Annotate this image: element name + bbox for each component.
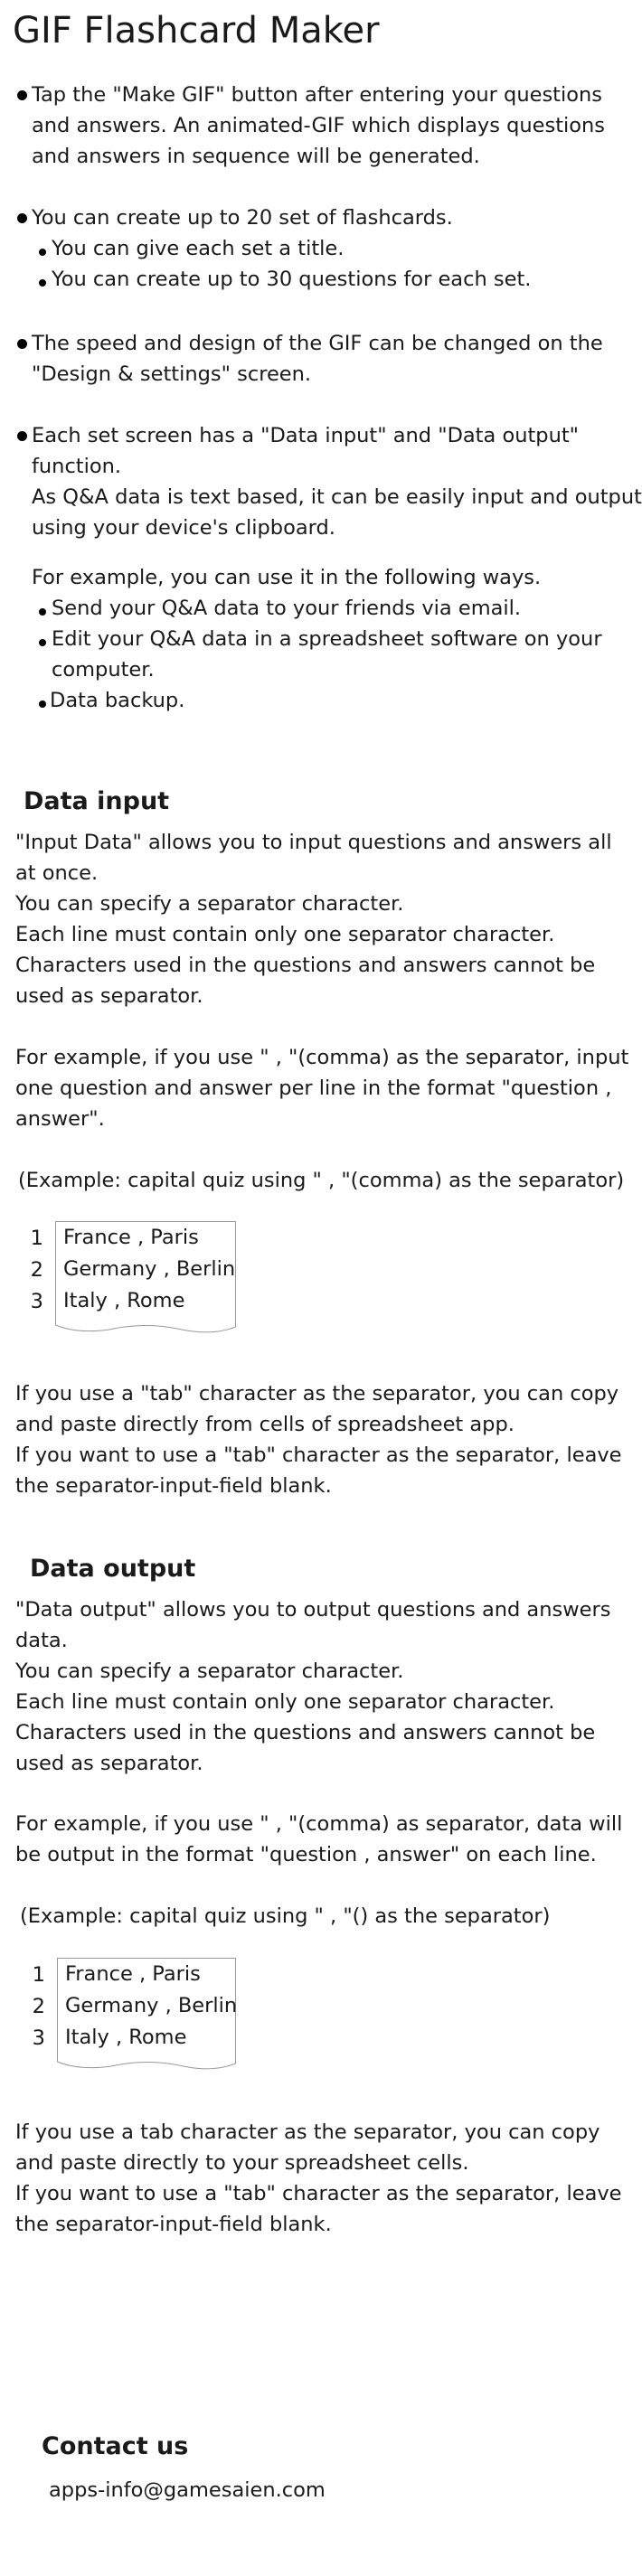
code-line: Italy , Rome (63, 1289, 185, 1312)
data-input-example-box (55, 1221, 236, 1321)
code-line: France , Paris (65, 1962, 201, 1986)
text-line: Characters used in the questions and answers cannot be (15, 1721, 596, 1744)
page-title: GIF Flashcard Maker (13, 10, 380, 52)
line-number: 1 (30, 1227, 43, 1250)
line-number: 1 (32, 1963, 45, 1987)
bullet-icon (39, 700, 46, 708)
text-line: using your device's clipboard. (32, 516, 335, 540)
text-line: the separator-input-field blank. (15, 1474, 332, 1498)
text-line: Each set screen has a "Data input" and "Data output" (32, 424, 580, 447)
text-line: Each line must contain only one separator character. (15, 1690, 555, 1714)
paper-wave-edge (55, 1316, 236, 1338)
list-item: Edit your Q&A data in a spreadsheet software on your (52, 627, 602, 651)
data-input-description (15, 827, 612, 1011)
data-input-heading: Data input (24, 787, 170, 815)
text-line: be output in the format "question , answer" on each line. (15, 1843, 597, 1866)
data-output-tab-note (15, 2117, 622, 2240)
text-line: answer". (15, 1107, 105, 1131)
contact-heading: Contact us (42, 2432, 189, 2460)
data-output-example-line-numbers (27, 1960, 45, 2054)
bullet-icon (39, 279, 46, 287)
list-item: Data backup. (50, 689, 185, 712)
text-line: used as separator. (15, 1752, 203, 1775)
code-line: Italy , Rome (65, 2026, 187, 2049)
data-output-description (15, 1594, 610, 1779)
intro-paragraph-5: For example, you can use it in the following ways. (32, 566, 542, 589)
bullet-icon (17, 339, 27, 349)
text-line: For example, if you use " , "(comma) as separator, data will (15, 1812, 623, 1836)
data-output-example-caption: (Example: capital quiz using " , "() as the separator) (20, 1904, 551, 1928)
text-line: If you want to use a "tab" character as the separator, leave (15, 1443, 622, 1467)
text-line: data. (15, 1629, 68, 1652)
text-line: The speed and design of the GIF can be changed on the (32, 332, 603, 355)
list-item: Send your Q&A data to your friends via email. (52, 597, 522, 620)
text-line: Characters used in the questions and answers cannot be (15, 954, 596, 977)
bullet-icon (17, 90, 27, 100)
text-line: You can specify a separator character. (15, 1659, 404, 1683)
text-line: the separator-input-field blank. (15, 2213, 332, 2236)
contact-email-link[interactable]: apps-info@gamesaien.com (49, 2478, 326, 2502)
list-item: You can create up to 30 questions for each set. (52, 268, 532, 291)
paper-wave-edge (57, 2053, 236, 2074)
bullet-icon (39, 249, 46, 256)
text-line: "Input Data" allows you to input questions and answers all (15, 831, 612, 854)
list-item: You can give each set a title. (52, 237, 345, 260)
data-input-tab-note (15, 1378, 622, 1501)
code-line: Germany , Berlin (65, 1994, 238, 2017)
line-number: 3 (30, 1290, 43, 1313)
intro-paragraph-1 (32, 80, 605, 172)
text-line: and paste directly to your spreadsheet cells. (15, 2151, 469, 2175)
text-line: If you want to use a "tab" character as the separator, leave (15, 2182, 622, 2205)
bullet-icon (17, 431, 27, 441)
text-line: If you use a tab character as the separator, you can copy (15, 2120, 600, 2144)
intro-paragraph-2: You can create up to 20 set of flashcards. (32, 206, 453, 230)
line-number: 2 (30, 1258, 43, 1282)
text-line: one question and answer per line in the format "question , (15, 1076, 612, 1100)
intro-paragraph-4 (32, 420, 642, 543)
text-line: and paste directly from cells of spreadsheet app. (15, 1413, 515, 1436)
code-line: Germany , Berlin (63, 1257, 236, 1281)
text-line: As Q&A data is text based, it can be easily input and output (32, 485, 642, 509)
line-number: 2 (32, 1995, 45, 2018)
text-line: If you use a "tab" character as the separator, you can copy (15, 1382, 619, 1406)
data-output-example-box (57, 1958, 236, 2058)
data-input-example-description (15, 1042, 628, 1134)
text-line: Tap the "Make GIF" button after entering your questions (32, 83, 602, 107)
text-line: and answers. An animated-GIF which displays questions (32, 114, 606, 137)
text-line: function. (32, 455, 122, 478)
text-line: For example, if you use " , "(comma) as the separator, input (15, 1046, 629, 1069)
data-output-heading: Data output (30, 1555, 196, 1583)
data-output-example-description (15, 1809, 622, 1870)
data-input-example-caption: (Example: capital quiz using " , "(comma) as the separator) (18, 1169, 625, 1192)
list-item-continuation: computer. (52, 658, 155, 682)
text-line: used as separator. (15, 984, 203, 1008)
text-line: "Data output" allows you to output questions and answers (15, 1598, 611, 1622)
line-number: 3 (32, 2026, 45, 2050)
text-line: Each line must contain only one separator character. (15, 923, 555, 946)
bullet-icon (39, 639, 46, 646)
data-input-example-line-numbers (25, 1223, 43, 1318)
bullet-icon (39, 608, 46, 616)
bullet-icon (17, 213, 27, 223)
text-line: You can specify a separator character. (15, 892, 404, 916)
text-line: "Design & settings" screen. (32, 362, 312, 386)
code-line: France , Paris (63, 1226, 199, 1249)
text-line: and answers in sequence will be generated. (32, 145, 480, 168)
text-line: at once. (15, 861, 99, 885)
intro-paragraph-3 (32, 328, 603, 390)
